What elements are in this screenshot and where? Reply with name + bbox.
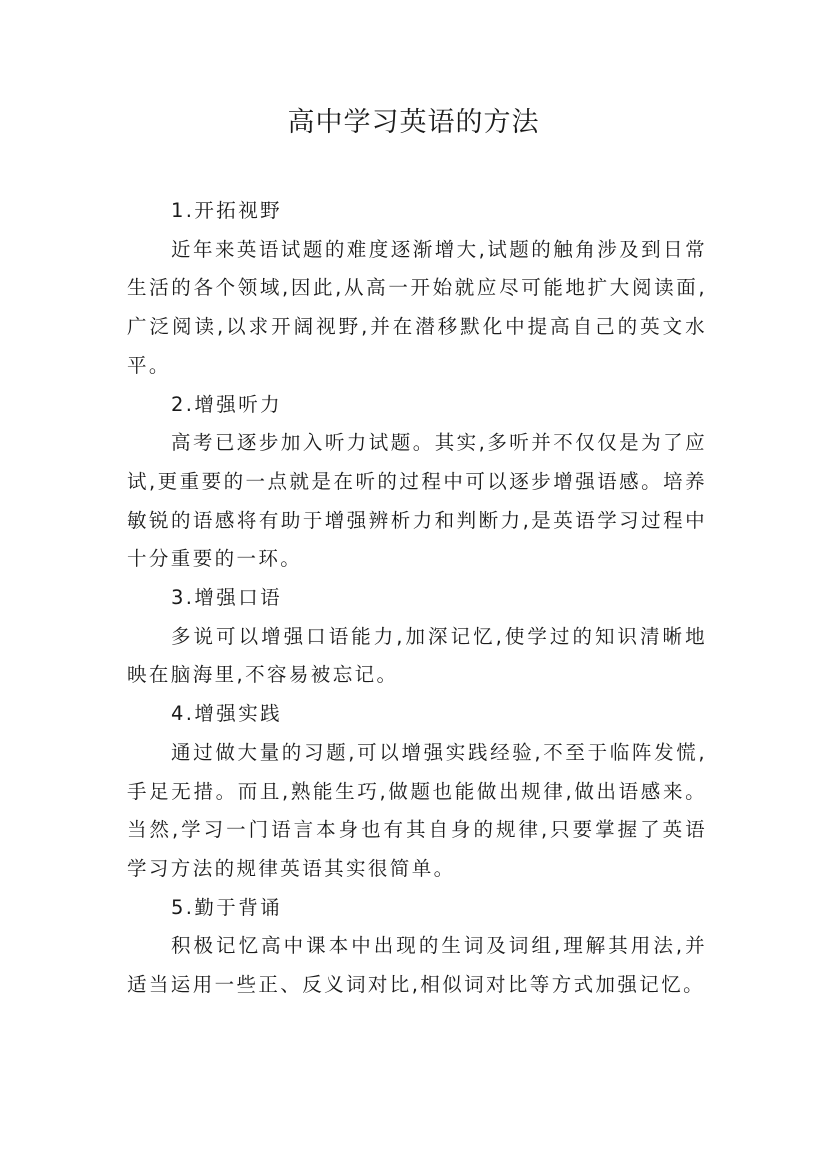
section-paragraph-5: 积极记忆高中课本中出现的生词及词组,理解其用法,并适当运用一些正、反义词对比,相似词对比等方式加强记忆。 (127, 934, 707, 997)
section-paragraph-3: 多说可以增强口语能力,加深记忆,使学过的知识清晰地映在脑海里,不容易被忘记。 (127, 624, 707, 687)
document-body (127, 192, 707, 1005)
section-paragraph-1: 近年来英语试题的难度逐渐增大,试题的触角涉及到日常生活的各个领域,因此,从高一开始就应尽可能地扩大阅读面,广泛阅读,以求开阔视野,并在潜移默化中提高自己的英文水平。 (127, 237, 707, 377)
section-paragraph-4: 通过做大量的习题,可以增强实践经验,不至于临阵发慌,手足无措。而且,熟能生巧,做题也能做出规律,做出语感来。当然,学习一门语言本身也有其自身的规律,只要掌握了英语学习方法的规律英语其实很简单。 (127, 740, 707, 880)
section-heading-2: 2.增强听力 (171, 392, 283, 416)
section-heading-1: 1.开拓视野 (171, 199, 283, 222)
section-heading-3: 3.增强口语 (171, 586, 283, 610)
section-heading-5: 5.勤于背诵 (171, 895, 283, 919)
section-paragraph-2: 高考已逐步加入听力试题。其实,多听并不仅仅是为了应试,更重要的一点就是在听的过程中可以逐步增强语感。培养敏锐的语感将有助于增强辨析力和判断力,是英语学习过程中十分重要的一环。 (127, 431, 707, 571)
section-heading-4: 4.增强实践 (171, 702, 283, 726)
document-title: 高中学习英语的方法 (287, 107, 540, 138)
